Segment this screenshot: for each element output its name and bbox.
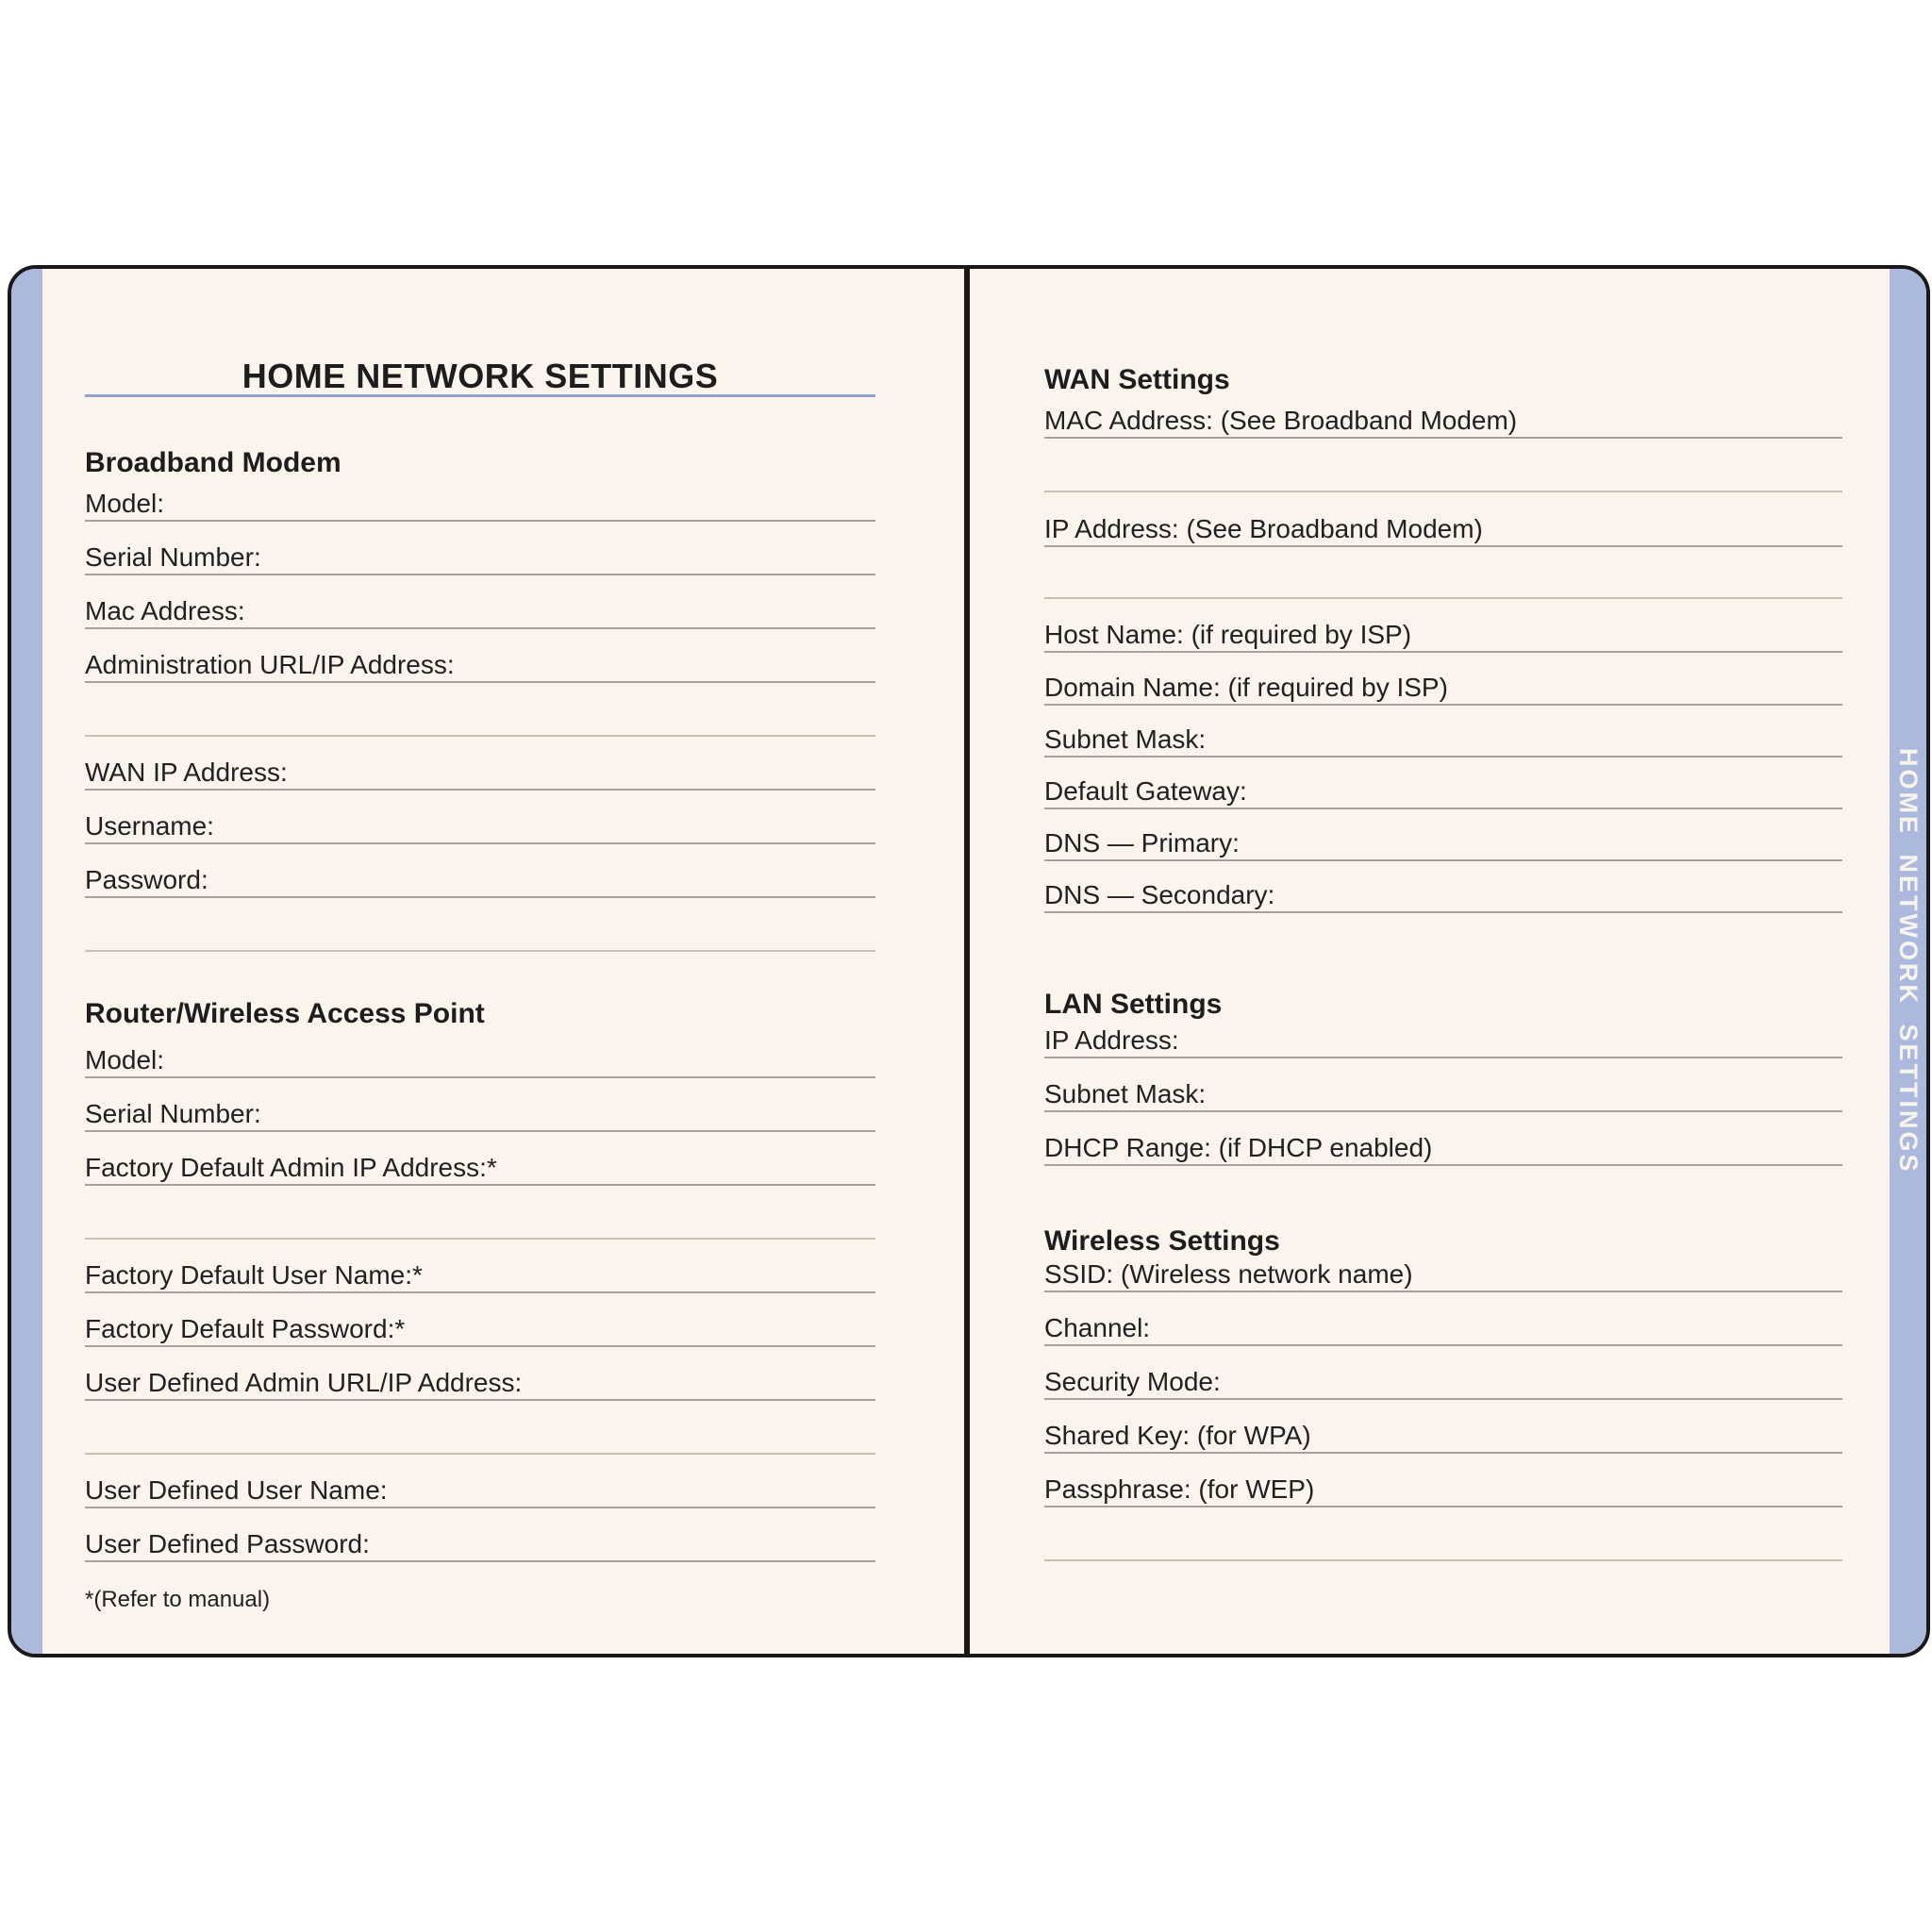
title-underline-rule	[85, 394, 875, 397]
section-heading-router-wireless-access-point: Router/Wireless Access Point	[85, 998, 485, 1029]
section-heading-broadband-modem: Broadband Modem	[85, 447, 341, 478]
field-label: User Defined Password:	[85, 1529, 370, 1558]
section-heading-wan-settings: WAN Settings	[1044, 364, 1230, 395]
field-row-admin-url	[85, 634, 875, 683]
page-title: HOME NETWORK SETTINGS	[242, 357, 719, 395]
field-label: DHCP Range: (if DHCP enabled)	[1044, 1133, 1433, 1162]
field-row-host-name	[1044, 604, 1842, 653]
field-label: DNS — Secondary:	[1044, 880, 1275, 909]
field-label: Model:	[85, 489, 165, 518]
field-label: Channel:	[1044, 1313, 1151, 1342]
field-row-router-model	[85, 1029, 875, 1078]
field-label: Factory Default User Name:*	[85, 1260, 423, 1290]
field-row-passphrase	[1044, 1458, 1842, 1507]
field-label: User Defined User Name:	[85, 1475, 388, 1505]
blank-writing-line	[1044, 443, 1842, 492]
field-row-model	[85, 473, 875, 522]
blank-writing-line	[85, 1406, 875, 1455]
blank-writing-line	[85, 688, 875, 737]
field-row-user-defined-user-name	[85, 1459, 875, 1508]
field-row-mac-address	[85, 580, 875, 629]
blank-writing-line	[1044, 550, 1842, 599]
field-label: SSID: (Wireless network name)	[1044, 1259, 1413, 1289]
refer-to-manual-footnote: *(Refer to manual)	[85, 1587, 271, 1612]
field-label: Serial Number:	[85, 542, 261, 572]
field-row-channel	[1044, 1297, 1842, 1346]
field-label: IP Address:	[1044, 1025, 1179, 1055]
field-row-wan-ip-address	[1044, 498, 1842, 547]
field-row-serial-number	[85, 526, 875, 575]
field-row-wan-ip-address	[85, 741, 875, 791]
blank-writing-line	[1044, 1512, 1842, 1561]
blank-writing-line	[85, 903, 875, 952]
field-row-wan-mac-address	[1044, 390, 1842, 439]
section-heading-lan-settings: LAN Settings	[1044, 989, 1223, 1020]
field-row-user-defined-password	[85, 1513, 875, 1562]
field-label: Administration URL/IP Address:	[85, 650, 455, 679]
field-row-security-mode	[1044, 1351, 1842, 1400]
left-cover-strip	[11, 269, 42, 1654]
field-label: WAN IP Address:	[85, 758, 288, 787]
section-heading-wireless-settings: Wireless Settings	[1044, 1225, 1280, 1257]
field-row-domain-name	[1044, 657, 1842, 706]
field-row-factory-default-admin-ip	[85, 1137, 875, 1186]
field-label: Subnet Mask:	[1044, 1079, 1207, 1108]
page-gutter-divider	[964, 269, 970, 1654]
field-label: Domain Name: (if required by ISP)	[1044, 673, 1448, 702]
field-label: Password:	[85, 865, 208, 894]
field-row-router-serial-number	[85, 1083, 875, 1132]
field-label: Factory Default Password:*	[85, 1314, 406, 1343]
field-label: IP Address: (See Broadband Modem)	[1044, 514, 1483, 543]
field-row-password	[85, 849, 875, 898]
field-row-dns-primary	[1044, 812, 1842, 861]
field-label: Passphrase: (for WEP)	[1044, 1474, 1315, 1504]
field-label: Serial Number:	[85, 1099, 261, 1128]
field-label: Host Name: (if required by ISP)	[1044, 620, 1412, 649]
field-row-factory-default-user-name	[85, 1244, 875, 1293]
organizer-book-spread	[8, 265, 1930, 1657]
field-label: Username:	[85, 811, 214, 841]
field-label: DNS — Primary:	[1044, 828, 1240, 858]
field-row-user-defined-admin-url	[85, 1352, 875, 1401]
field-row-username	[85, 795, 875, 844]
blank-writing-line	[85, 1191, 875, 1240]
field-label: User Defined Admin URL/IP Address:	[85, 1368, 523, 1397]
field-row-shared-key	[1044, 1405, 1842, 1454]
field-row-dns-secondary	[1044, 864, 1842, 913]
field-row-wan-subnet-mask	[1044, 708, 1842, 758]
field-row-factory-default-password	[85, 1298, 875, 1347]
field-label: Model:	[85, 1045, 165, 1074]
field-row-ssid	[1044, 1243, 1842, 1292]
field-row-dhcp-range	[1044, 1117, 1842, 1166]
field-label: MAC Address: (See Broadband Modem)	[1044, 406, 1518, 435]
side-tab-label: HOME NETWORK SETTINGS	[1894, 748, 1923, 1174]
field-label: Subnet Mask:	[1044, 724, 1207, 754]
field-row-lan-ip-address	[1044, 1009, 1842, 1058]
field-label: Shared Key: (for WPA)	[1044, 1421, 1311, 1450]
field-label: Default Gateway:	[1044, 776, 1247, 806]
field-label: Factory Default Admin IP Address:*	[85, 1153, 497, 1182]
field-row-lan-subnet-mask	[1044, 1063, 1842, 1112]
field-label: Mac Address:	[85, 596, 245, 625]
field-label: Security Mode:	[1044, 1367, 1221, 1396]
field-row-default-gateway	[1044, 760, 1842, 809]
